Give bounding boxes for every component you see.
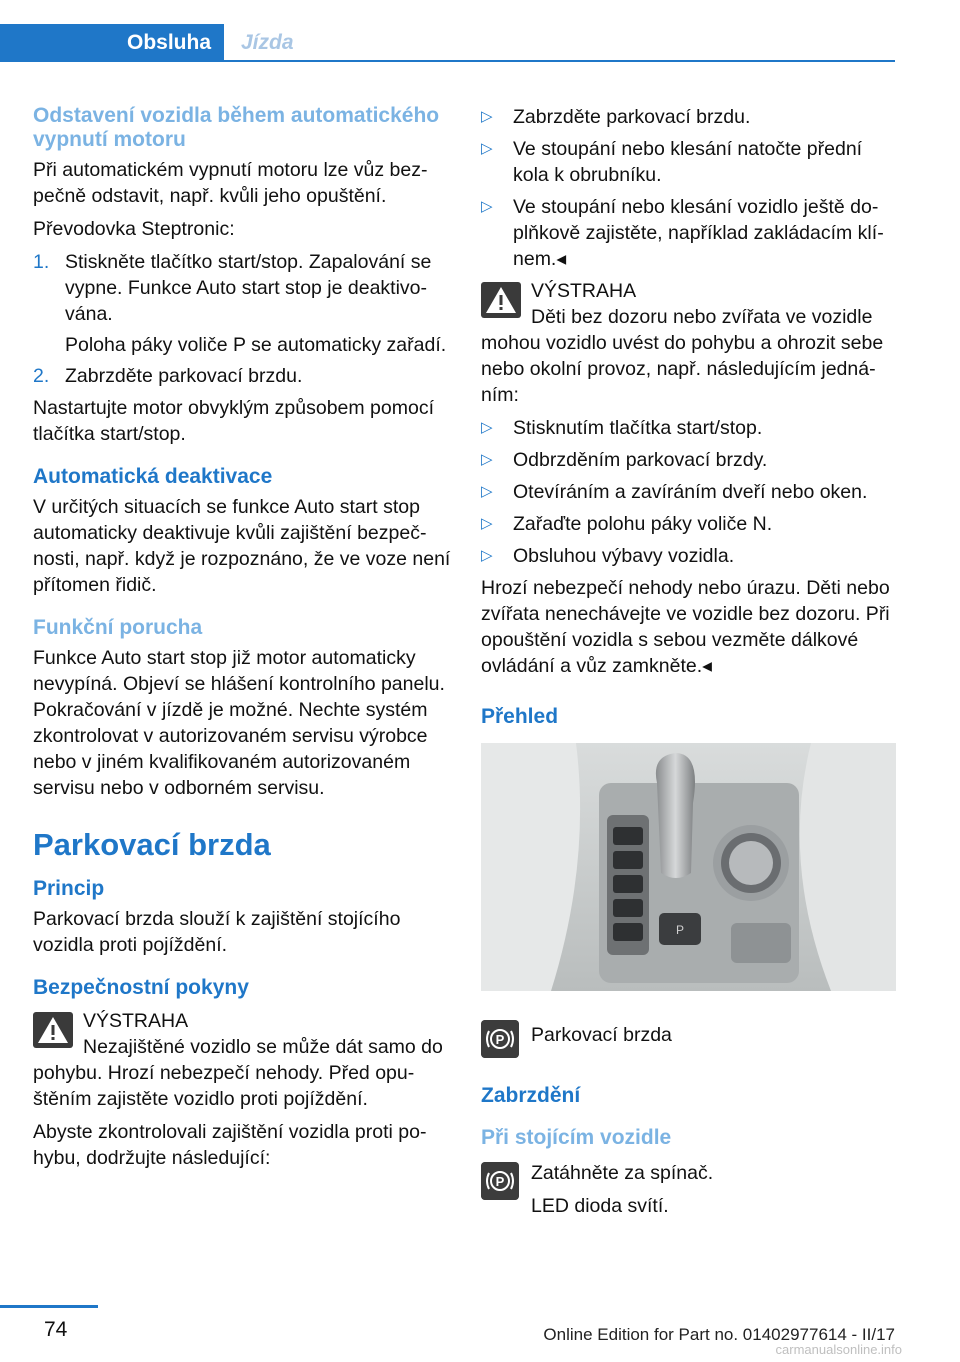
parking-brake-icon — [481, 1020, 519, 1058]
warning-title: VÝSTRAHA — [83, 1010, 189, 1032]
right-column — [481, 104, 896, 1226]
left-column — [33, 104, 453, 1178]
list-item — [481, 447, 896, 473]
paragraph: Při automatickém vypnutí motoru lze vůz bezpečně odstavit, např. kvůli jeho opuštění. — [33, 159, 428, 207]
caption-line — [481, 1018, 896, 1058]
list-number: 2. — [33, 365, 50, 387]
list-text: Odbrzděním parkovací brzdy. — [513, 449, 768, 471]
list-text: Zabrzděte parkovací brzdu. — [65, 365, 303, 387]
warning-box — [33, 1008, 453, 1112]
photo-caption: Parkovací brzda — [531, 1024, 672, 1046]
instruction-line — [481, 1160, 896, 1219]
list-text: Ve stoupání nebo klesání natočte přední kola k obrubníku. — [513, 138, 863, 186]
list-text: Obsluhou výbavy vozidla. — [513, 545, 735, 567]
heading-auto-off: Odstavení vozidla během automatického vypnutí motoru — [33, 104, 440, 151]
warning-title: VÝSTRAHA — [531, 280, 637, 302]
footer-rule — [0, 1305, 98, 1308]
triangle-bullet-icon: ▷ — [481, 451, 493, 468]
warning-text: Děti bez dozoru nebo zvířata ve vozidle mohou vozidlo uvést do pohybu a ohrozit sebe nebo okolní provoz, např. následujícím jednáním: — [481, 306, 884, 406]
danger-list — [481, 415, 896, 569]
list-item — [481, 415, 896, 441]
triangle-bullet-icon: ▷ — [481, 419, 493, 436]
heading-safety: Bezpečnostní pokyny — [33, 976, 249, 999]
list-item — [33, 249, 453, 358]
paragraph: V určitých situacích se funkce Auto start stop automaticky deaktivuje kvůli zajištění bezpečnosti, např. když je rozpoznáno, že ve voze není přítomen řidič. — [33, 496, 451, 596]
warning-icon — [33, 1012, 73, 1048]
list-subtext: Poloha páky voliče P se automaticky zařadí. — [65, 334, 447, 356]
list-item — [481, 104, 896, 130]
triangle-bullet-icon: ▷ — [481, 108, 493, 125]
heading-fault: Funkční porucha — [33, 616, 203, 639]
svg-text:P: P — [675, 923, 685, 937]
heading-apply: Zabrzdění — [481, 1084, 581, 1107]
center-console-photo — [481, 743, 896, 991]
list-item — [481, 194, 896, 272]
heading-princip: Princip — [33, 877, 105, 900]
heading-parking-brake: Parkovací brzda — [33, 827, 271, 862]
triangle-bullet-icon: ▷ — [481, 140, 493, 157]
paragraph: Převodovka Steptronic: — [33, 218, 235, 240]
safety-list — [481, 104, 896, 272]
warning-icon — [481, 282, 521, 318]
parking-brake-icon — [481, 1162, 519, 1200]
list-text: Ve stoupání nebo klesání vozidlo ještě doplňkově zajistěte, například zakládacím klínem.◂ — [513, 196, 884, 270]
heading-overview: Přehled — [481, 705, 559, 728]
svg-text:P: P — [495, 1032, 505, 1047]
paragraph: Funkce Auto start stop již motor automaticky nevypíná. Objeví se hlášení kontrolního panelu. Pokračování v jízdě je možné. Nechte systém zkontrolovat v autorizovaném servisu výrobce nebo v jiném kvalifikovaném autorizovaném servisu nebo v odborném servisu. — [33, 647, 445, 799]
paragraph: Hrozí nebezpečí nehody nebo úrazu. Děti nebo zvířata nenechávejte ve vozidle bez dozoru. Při opouštění vozidla s sebou vezměte dálkové ovládání a vůz zamkněte.◂ — [481, 577, 890, 677]
warning-text: Nezajištěné vozidlo se může dát samo do pohybu. Hrozí nebezpečí nehody. Před opuštěním zajistěte vozidlo proti pojíždění. — [33, 1036, 443, 1110]
tab-obsluha[interactable]: Obsluha — [0, 24, 224, 62]
list-text: Zařaďte polohu páky voliče N. — [513, 513, 773, 535]
list-text: Zabrzděte parkovací brzdu. — [513, 106, 751, 128]
list-item — [481, 479, 896, 505]
heading-standing: Při stojícím vozidle — [481, 1126, 672, 1149]
header-rule — [0, 60, 895, 62]
list-text: Otevíráním a zavíráním dveří nebo oken. — [513, 481, 868, 503]
list-text: Stisknutím tlačítka start/stop. — [513, 417, 763, 439]
page-number: 74 — [44, 1318, 68, 1341]
triangle-bullet-icon: ▷ — [481, 515, 493, 532]
triangle-bullet-icon: ▷ — [481, 483, 493, 500]
list-item — [33, 363, 453, 389]
steps-list — [33, 249, 453, 389]
list-number: 1. — [33, 251, 50, 273]
list-item — [481, 136, 896, 188]
header-tabs — [0, 24, 895, 62]
triangle-bullet-icon: ▷ — [481, 198, 493, 215]
instruction-text: Zatáhněte za spínač. — [531, 1162, 714, 1184]
instruction-text: LED dioda svítí. — [531, 1195, 669, 1217]
paragraph: Abyste zkontrolovali zajištění vozidla proti pohybu, dodržujte následující: — [33, 1121, 427, 1169]
heading-deactivation: Automatická deaktivace — [33, 465, 273, 488]
list-item — [481, 511, 896, 537]
triangle-bullet-icon: ▷ — [481, 547, 493, 564]
edition-text: Online Edition for Part no. 01402977614 - II/17 — [543, 1325, 895, 1344]
tab-jizda[interactable]: Jízda — [241, 31, 294, 54]
list-item — [481, 543, 896, 569]
svg-text:P: P — [495, 1174, 505, 1189]
list-text: Stiskněte tlačítko start/stop. Zapalování se vypne. Funkce Auto start stop je deaktivována. — [65, 251, 432, 325]
paragraph: Nastartujte motor obvyklým způsobem pomocí tlačítka start/stop. — [33, 397, 434, 445]
watermark: carmanualsonline.info — [775, 1342, 902, 1357]
paragraph: Parkovací brzda slouží k zajištění stojícího vozidla proti pojíždění. — [33, 908, 401, 956]
warning-box — [481, 278, 896, 408]
